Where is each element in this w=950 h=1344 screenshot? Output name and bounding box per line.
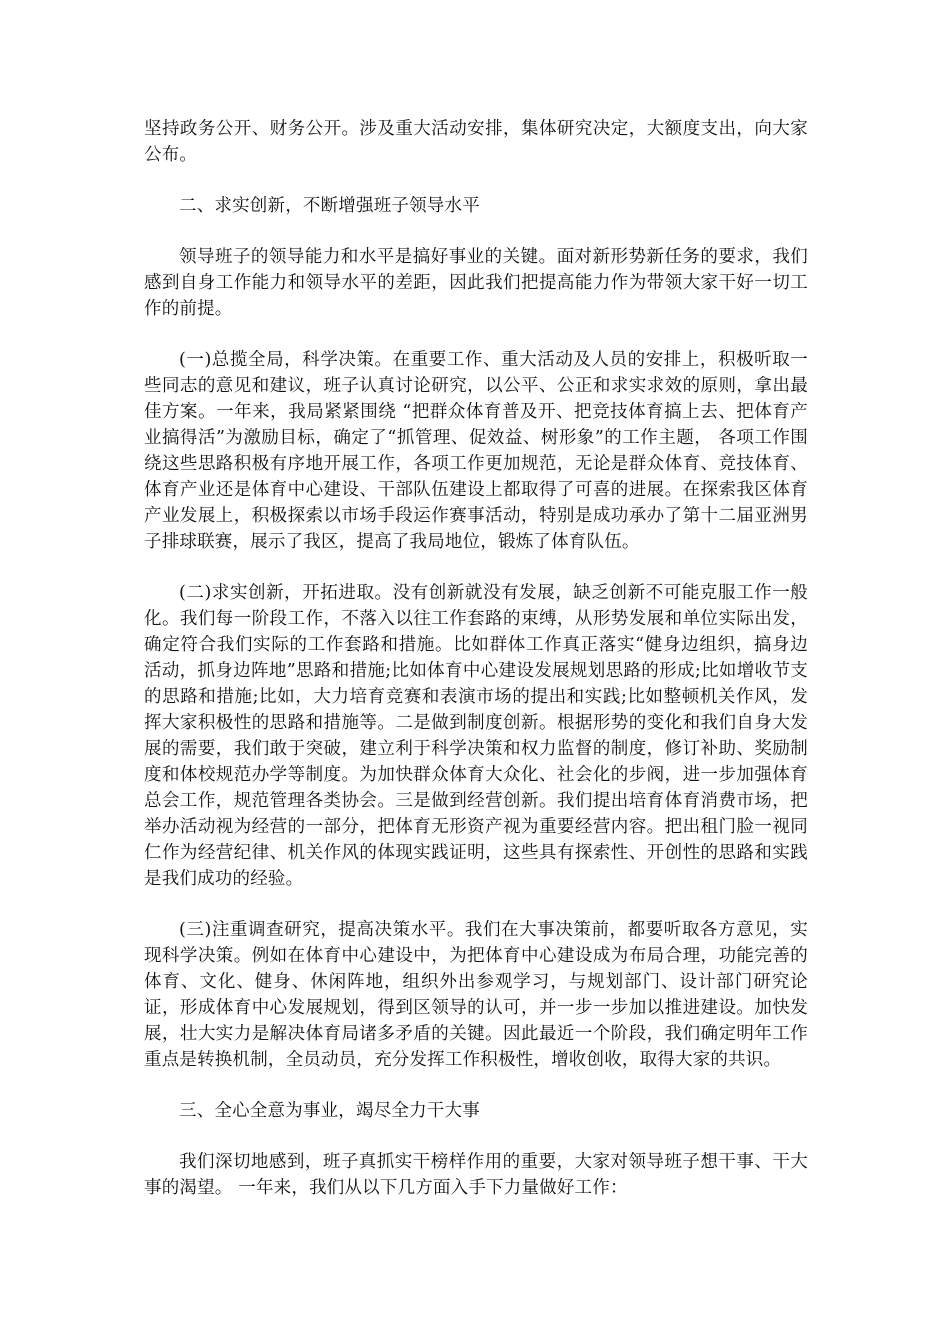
section-heading-3: 三、全心全意为事业，竭尽全力干大事: [179, 1101, 480, 1121]
paragraph-disclosure: 坚持政务公开、财务公开。涉及重大活动安排，集体研究决定，大额度支出，向大家公布。: [144, 119, 808, 165]
document-body: [144, 116, 808, 1201]
paragraph-innovation: (二)求实创新，开拓进取。没有创新就没有发展，缺乏创新不可能克服工作一般化。我们每一阶段工作，不落入以往工作套路的束缚，从形势发展和单位实际出发，确定符合我们实际的工作套路和措施。比如群体工作真正落实“健身边组织，搞身边活动，抓身边阵地”思路和措施;比如体育中心建设发展规划思路的形成;比如增收节支的思路和措施;比如，大力培育竞赛和表演市场的提出和实践;比如整顿机关作风，发挥大家积极性的思路和措施等。二是做到制度创新。根据形势的变化和我们自身大发展的需要，我们敢于突破，建立利于科学决策和权力监督的制度，修订补助、奖励制度和体校规范办学等制度。为加快群众体育大众化、社会化的步阀，进一步加强体育总会工作，规范管理各类协会。三是做到经营创新。我们提出培育体育消费市场，把举办活动视为经营的一部分，把体育无形资产视为重要经营内容。把出租门脸一视同仁作为经营纪律、机关作风的体现实践证明，这些具有探索性、开创性的思路和实践是我们成功的经验。: [144, 583, 808, 889]
paragraph-investigation-research: (三)注重调查研究，提高决策水平。我们在大事决策前，都要听取各方意见，实现科学决策。例如在体育中心建设中，为把体育中心建设成为布局合理，功能完善的体育、文化、健身、休闲阵地，组织外出参观学习，与规划部门、设计部门研究论证，形成体育中心发展规划，得到区领导的认可，并一步一步加以推进建设。加快发展，壮大实力是解决体育局诸多矛盾的关键。因此最近一个阶段，我们确定明年工作重点是转换机制，全员动员，充分发挥工作积极性，增收创收，取得大家的共识。: [144, 920, 808, 1070]
paragraph-leadership-ability: 领导班子的领导能力和水平是搞好事业的关键。面对新形势新任务的要求，我们感到自身工作能力和领导水平的差距，因此我们把提高能力作为带领大家干好一切工作的前提。: [144, 247, 808, 319]
paragraph-overall-planning: (一)总揽全局，科学决策。在重要工作、重大活动及人员的安排上，积极听取一些同志的意见和建议，班子认真讨论研究，以公平、公正和求实求效的原则，拿出最佳方案。一年来，我局紧紧围绕 “把群众体育普及开、把竞技体育搞上去、把体育产业搞得活”为激励目标，确定了“抓管理、促效益、树形象”的工作主题， 各项工作围绕这些思路积极有序地开展工作，各项工作更加规范，无论是群众体育、竞技体育、体育产业还是体育中心建设、干部队伍建设上都取得了可喜的进展。在探索我区体育产业发展上，积极探索以市场手段运作赛事活动，特别是成功承办了第十二届亚洲男子排球联赛，展示了我区，提高了我局地位，锻炼了体育队伍。: [144, 350, 808, 552]
section-heading-2: 二、求实创新，不断增强班子领导水平: [179, 196, 480, 216]
paragraph-hard-work: 我们深切地感到，班子真抓实干榜样作用的重要，大家对领导班子想干事、干大事的渴望。 一年来，我们从以下几方面入手下力量做好工作：: [144, 1152, 808, 1198]
